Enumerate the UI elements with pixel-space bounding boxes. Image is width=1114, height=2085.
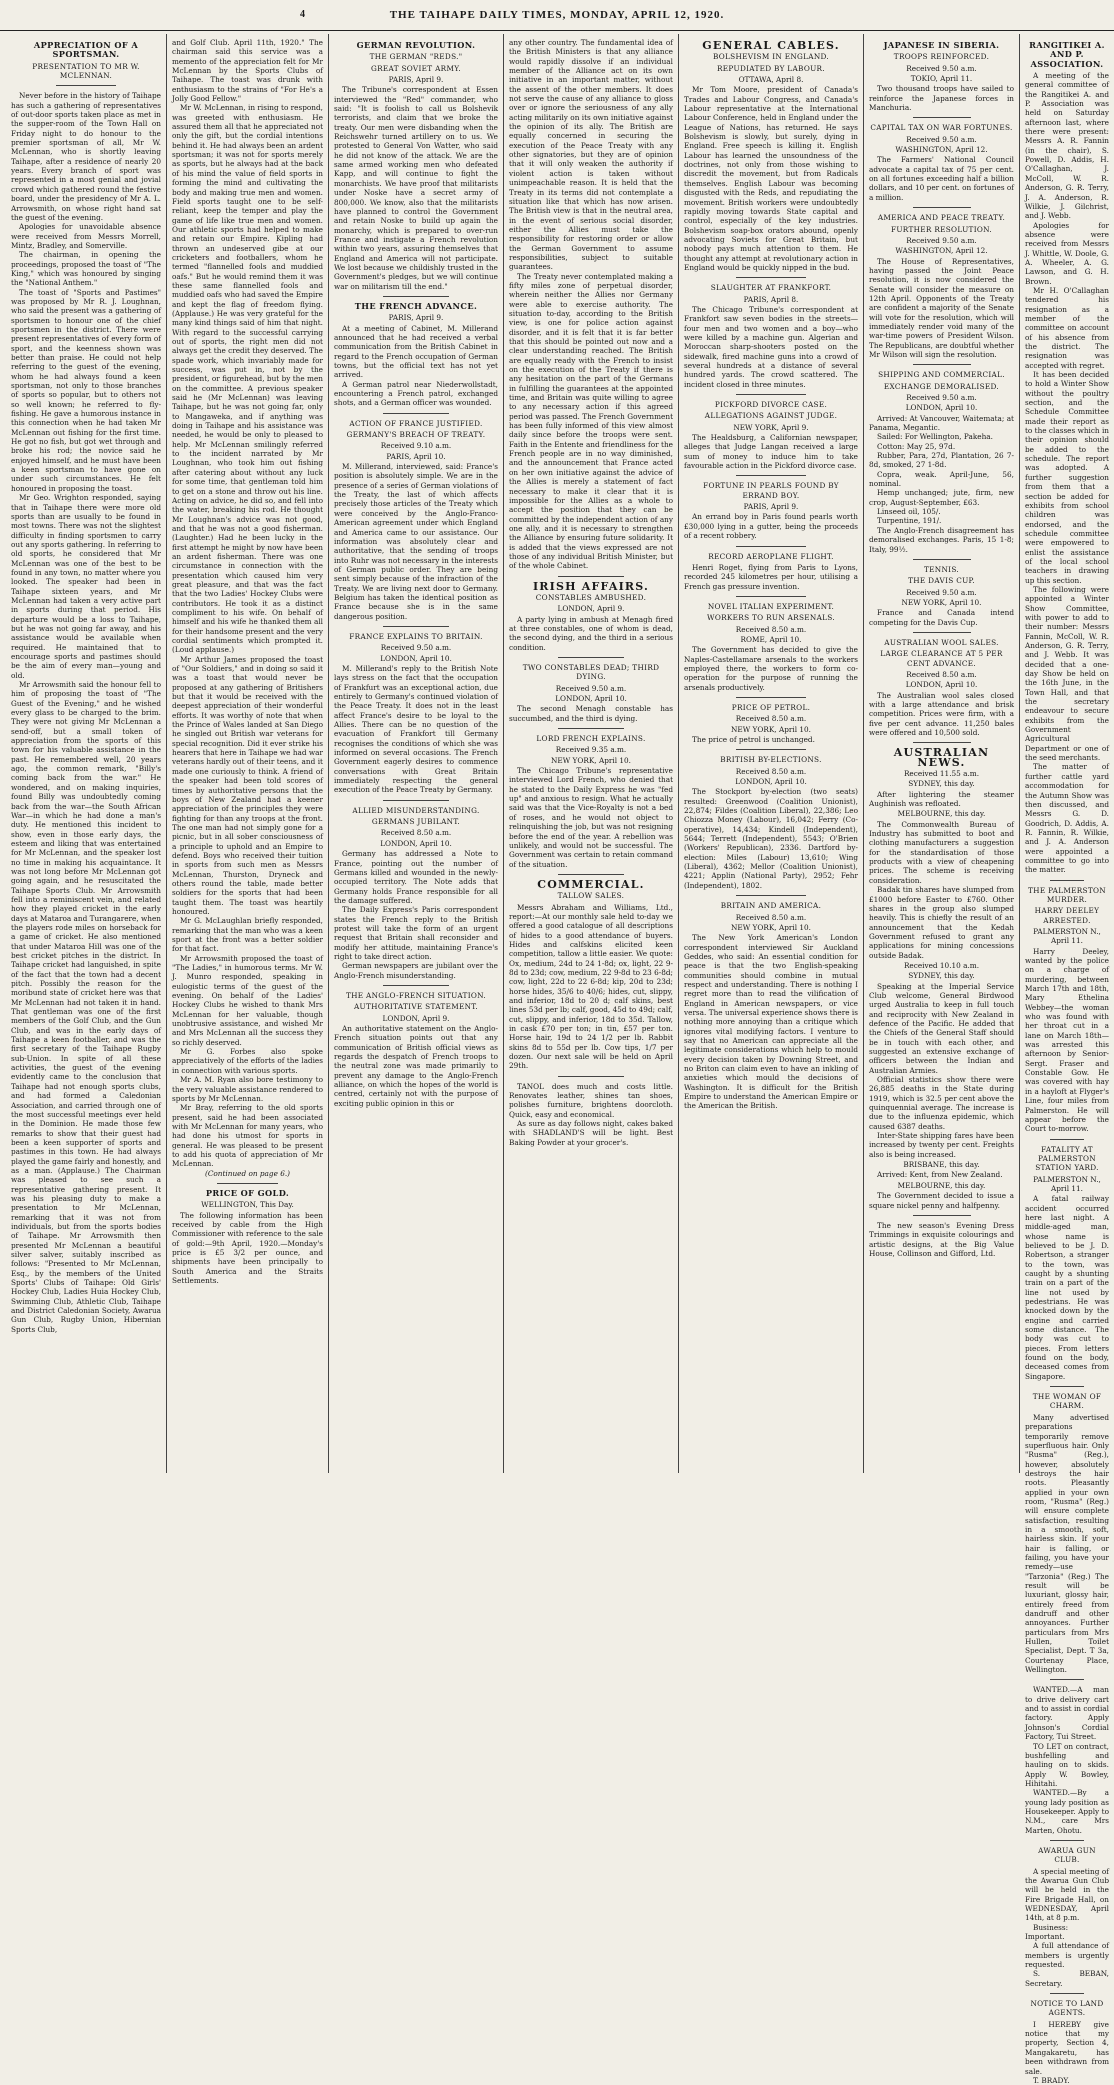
dateline: LONDON, April 10.: [735, 777, 807, 787]
subheading: EXCHANGE DEMORALISED.: [883, 381, 1000, 391]
paragraph: After lightering the steamer Aughinish was refloated.: [869, 789, 1014, 809]
paragraph: Messrs Abraham and Williams, Ltd., report:—At our monthly sale held to-day we offered a good catalogue of all descriptions of hides to a good attendance of buyers. Hides and calfskins elicited keen competition, tallow a little easier. We quote: Ox, medium, 24d to 24 1-8d; ox, light, 22 9-8d to 23d; cow, medium, 22 9-8d to 23 6-8d; cow, light, 22d to 22 6-8d; kip, 20d to 23d; horse hides, 35/6 to 40/6; hides, cut, slippy, and inferior, 18d to 20 d; calf skins, best lines 53d per lb; calf, good, 45d to 49d; calf, cut, slippy, and inferior, 18d to 35d. Tallow, in cask £70 per ton; in tin, £57 per ton. Horse hair, 19d to 24 1/2 per lb. Rabbit skins 8d to 55d per lb. Cow tips, 1/7 per dozen. Our next sale will be held on April 29th.: [509, 902, 673, 1071]
paragraph: Mr Arthur James proposed the toast of "Our Soldiers," and in doing so said it was a toast that would never be proposed at any gathering of Britishers but that it would be received with the deepest appreciation of their wonderful efforts. It was worthy of note that when the Prince of Wales landed at San Diego he singled out British war veterans for special recognition. Did it ever strike his hearers that here in Taihape we had war veterans hardly out of their teens, and it made one curiously to think. A friend of the speaker had been told scores of times by authoritative persons that the boys of New Zealand had a keener appreciation of the principles they were fighting for than any troops at the front. The one man had not simply gone for a picnic, but in all sober consciousness of a principle to uphold and an Empire to defend. Boys who received their tuition in sports from such men as Messrs McLennan, Thurston, Dryneck and others round the table, made better soldiers for the sports that had been taught them. The toast was heartily honoured.: [172, 654, 323, 916]
subheading: FURTHER RESOLUTION.: [890, 224, 992, 234]
divider: [1050, 1993, 1084, 1994]
divider: [1050, 1386, 1084, 1387]
divider: [217, 1183, 277, 1184]
paragraph: France and Canada intend competing for the Davis Cup.: [869, 608, 1014, 627]
subheading: PRICE OF PETROL.: [731, 702, 811, 712]
paragraph: The price of petrol is unchanged.: [692, 735, 815, 744]
divider: [736, 749, 806, 750]
divider: [558, 576, 624, 577]
subheading: PRESENTATION TO MR W. MCLENNAN.: [32, 61, 140, 81]
column-7: [1019, 34, 1114, 2085]
paragraph: The following were appointed a Winter Show Committee, with power to add to their number: Messrs Fannin, McColl, W. R. Anderson, G. R. Terry, and J. Webb. It was decided that a one-day Show be held on the 16th June, in the Town Hall, and that the secretary endeavour to secure exhibits from the Government Agricultural Department or one of the seed merchants.: [1025, 584, 1109, 763]
column-6: [863, 34, 1019, 1473]
received-time: Received 11.55 a.m.: [903, 769, 980, 779]
divider: [913, 742, 971, 743]
subheading: FORTUNE IN PEARLS FOUND BY ERRAND BOY.: [703, 481, 839, 500]
subheading: THE GERMAN "REDS.": [369, 52, 463, 62]
paragraph: M. Millerand's reply to the British Note lays stress on the fact that the occupation of Frankfurt was an exceptional action, due entirely to Germany's continued violation of the Peace Treaty. It does not in the least affect France's desire to be loyal to the Allies. There can be no question of the evacuation of Frankfort till Germany recognises the conditions of which she was informed on several occasions. The French Government eagerly desires to commence conversations with Great Britain immediately respecting the general execution of the Peace Treaty by Germany.: [334, 663, 498, 795]
paragraph: Rubber, Para, 27d, Plantation, 26 7-8d, smoked, 27 1-8d.: [869, 451, 1014, 470]
subheading: THE DAVIS CUP.: [908, 576, 975, 586]
paragraph: Turpentine, 191/.: [877, 516, 942, 526]
paragraph: Speaking at the Imperial Service Club welcome, General Birdwood urged Australia to keep in full touch and reciprocity with New Zealand in defence of the Pacific. He added that the Chiefs of the General Staff should be in touch with each other, and suggested an extensive exchange of officers between the Indian and Australian Armies.: [869, 981, 1014, 1075]
divider: [56, 85, 116, 86]
dateline: ROME, April 10.: [740, 634, 802, 644]
paragraph: Mr Arrowsmith said the honour fell to him of proposing the toast of "The Guest of the Evening," and he wished every glass to be charged to the brim. They were not giving Mr McLennan a send-off, but a small token of appreciation from the sports of this town for his valuable assistance in the past. He remembered well, 20 years ago, the common remark, "Billy's coming back from the war." He wondered, and on making inquiries, found Billy was undoubtedly coming back from the war—the South African War—in which he had done a man's duty. He mentioned this incident to show, even in those early days, the esteem and liking that was entertained for Mr McLennan, and the speaker lost no time in making his acquaintance. It was not long before Mr McLennan got going again, and he resuscitated the Taihape Sports Club. Mr Arrowsmith fell into a reminiscent vein, and related how they played cricket in the early days at Mataroa and Turangarere, when the players rode miles on horseback for a game of cricket. He also mentioned that under Mataroa Hill was one of the best cricket pitches in the district. In Taihape cricket had languished, in spite of the fact that the town had a decent pitch. Possibly the reason for the moribund state of cricket here was that Mr McLennan had not taken it in hand. That gentleman was one of the first members of the Golf Club, and the Gun Club, and was in the early days of Taihape a keen footballer, and was the first secretary of the Taihape Rugby sub-Union. In spite of all these activities, the guest of the evening evidently came to the conclusion that Taihape had not enough sports clubs, and had formed a Caledonian Association, and carried through one of the most successful meetings ever held in the Dominion. He made those few remarks to show that their guest had been a keen supporter of sports and pastimes in this town. He had always played the game fairly and honestly, and as a man. (Applause.) The Chairman was pleased to see such a representative gathering present. It was his pleasing duty to make a presentation to Mr McLennan, remarking that it was not from individuals, but from the sports bodies of Taihape. Mr Arrowsmith then presented Mr McLennan a beautiful silver salver, suitably inscribed as follows: "Presented to Mr McLennan, Esq., by the members of the United Sports' Clubs of Taihape: Old Girls' Hockey Club, Ladies Huia Hockey Club, Swimming Club, Athletic Club, Taihape and District Caledonian Society, Awarua Gun Club, Rugby Union, Hibernian Sports Club,: [11, 680, 161, 1334]
subheading: AMERICA AND PEACE TREATY.: [877, 213, 1006, 223]
masthead: [0, 0, 1114, 31]
subheading: CONSTABLES AMBUSHED.: [535, 592, 647, 602]
column-2: [166, 34, 328, 1473]
paragraph: Mr Geo. Wrighton responded, saying that in Taihape there were more old sports than are usually to be found in most towns. There was not the slightest difficulty in finding sportsmen to carry out any sports gathering. In referring to old sports, he considered that Mr McLennan was one of the best to be found in any town, no matter where you looked. The speaker had been in Taihape sixteen years, and Mr McLennan had taken a very active part in sports during that period. His departure would be a loss to Taihape, but he was not going far away, and his assistance would be available when required. He maintained that to encourage sports and pastimes should be the aim of every man—young and old.: [11, 493, 161, 680]
paragraph: The Tribune's correspondent at Essen interviewed the "Red" commander, who said: "It is foolish to call us Bolshevik terrorists, and claim that we broke the treaty. Our men were disbanding when the Reichswehr turned artillery on to us. We protested to General Von Watter, who said he did not know of the attack. We are the same armed working men who defeated Kapp, and will continue to fight the monarchists. We have proof that militarists under Noske have a secret army of 800,000. We know, also that the militarists have planned to control the Government and retain Noske to build up again the monarchy, which is prepared to over-run France and instigate a French revolution within two years, assuring themselves that England and America will not participate. We lost because we childishly trusted in the Government's pledges, but we will continue war on militarism till the end.": [334, 85, 498, 291]
paragraph: Copra, weak. April-June, 56, nominal.: [869, 469, 1014, 489]
divider: [913, 1215, 971, 1216]
paragraph: Official statistics show there were 26,885 deaths in the State during 1919, which is 32.5 per cent above the quinquennial average. The increase is due to the influenza epidemic, which caused 6387 deaths.: [869, 1075, 1014, 1131]
paragraph: Business: Important.: [1025, 1922, 1069, 1942]
received-time: Received 9.50 a.m.: [906, 235, 977, 245]
paragraph: Apologies for absence were received from Messrs J. Whittle, W. Doole, G. A. Wheeler, A. G. Lawson, and G. H. Brown.: [1025, 220, 1109, 286]
subheading: BOLSHEVISM IN ENGLAND.: [712, 52, 830, 62]
divider: [913, 117, 971, 118]
paragraph: any other country. The fundamental idea of the British Ministers is that any alliance would rapidly dissolve if an individual member of the Alliance act on its own initiative in an important matter, without the assent of the other members. It does not serve the cause of any alliance to gloss over or ignore the seriousness of any ally acting militarily on its own initiative against the opinion of its ally. The British are equally concerned in securing the execution of the Peace Treaty with any other signatories, but they are of opinion that it will only weaken the authority if violent action is taken without unimpeachable reason. It is held that the Treaty in its terms did not contemplate a situation like that which has now arisen. The British view is that in the neutral area, in the event of serious social disorder, either the Allies must take the responsibility for restoring order or allow the German Government to assume responsibilities, subject to suitable guarantees.: [509, 38, 673, 272]
paragraph: Henri Roget, flying from Paris to Lyons, recorded 245 kilometres per hour, utilising a French gas pressure invention.: [684, 562, 858, 591]
column-5: [678, 34, 863, 1473]
dateline: PARIS, April 8.: [743, 294, 799, 304]
dateline: LONDON, April 10.: [905, 403, 978, 413]
subheading: NOVEL ITALIAN EXPERIMENT.: [707, 601, 835, 611]
advertisement: As sure as day follows night, cakes baked with SHADLAND'S will be light. Best Baking Powder at your grocer's.: [509, 1119, 673, 1147]
column-3: [328, 34, 503, 1473]
dateline: LONDON, April 10.: [555, 694, 627, 704]
page-number: 4: [300, 9, 306, 20]
received-time: Received 8.50 a.m.: [735, 624, 807, 634]
subheading: GERMANY'S BREACH OF TREATY.: [346, 430, 486, 440]
subheading: HARRY DEELEY ARRESTED.: [1034, 906, 1100, 925]
subheading: GREAT SOVIET ARMY.: [370, 63, 462, 73]
subheading: BRITAIN AND AMERICA.: [720, 901, 822, 911]
received-time: Received 9.35 a.m.: [555, 745, 627, 755]
headline: JAPANESE IN SIBERIA.: [883, 40, 1000, 50]
dateline: LONDON, April 10.: [380, 838, 452, 848]
subheading: RECORD AEROPLANE FLIGHT.: [708, 551, 834, 561]
paragraph: The Healdsburg, a Californian newspaper, alleges that Judge Langan received a large sum of money to induce him to take favourable action in the Pickford divorce case.: [684, 433, 858, 471]
divider: [736, 546, 806, 547]
subheading: BRITISH BY-ELECTIONS.: [720, 755, 822, 765]
divider: [1050, 880, 1084, 881]
paragraph: The Stockport by-election (two seats) resulted: Greenwood (Coalition Unionist), 22,874; Fildes (Coalition Liberal), 22,386; Leo Chiozza Money (Labour), 16,042; Ferry (Co-operative), 14,434; Kindell (Independent), 5644; Terrett (Independent), 5543; O'Brien (Workers' Republican), 2336. Dartford by-election: Miles (Labour) 13,610; Wing (Liberal), 4362; Mellor (Coalition Unionist), 4221; Applin (National Party), 2952; Fehr (Independent), 1802.: [684, 787, 858, 890]
divider: [383, 413, 449, 414]
received-time: Received 9.50 a.m.: [906, 134, 977, 144]
subheading: FATALITY AT PALMERSTON STATION YARD.: [1035, 1144, 1099, 1173]
paragraph: Mr H. O'Callaghan tendered his resignation as a member of the committee on account of his absence from the district. The resignation was accepted with regret.: [1025, 285, 1109, 370]
received-time: Received 8.50 a.m.: [380, 828, 452, 838]
dateline: MELBOURNE, this day.: [897, 809, 986, 819]
dateline: LONDON, April 10.: [905, 680, 978, 690]
subheading: TENNIS.: [923, 564, 959, 574]
paragraph: Badak tin shares have slumped from £1000 before Easter to £760. Other shares in the group also slumped heavily. This is chiefly the result of an announcement that the Kedah Government refused to grant any applications for mining concessions outside Badak.: [869, 885, 1014, 960]
paragraph: Mr A. M. Ryan also bore testimony to the very valuable assistance rendered to sports by Mr McLennan.: [172, 1075, 323, 1103]
divider: [383, 626, 449, 627]
divider: [558, 728, 624, 729]
paragraph: Inter-State shipping fares have been increased by twenty per cent. Freights also is being increased.: [869, 1131, 1014, 1159]
received-time: Received 9.50 a.m.: [906, 63, 977, 73]
subheading: LARGE CLEARANCE AT 5 PER CENT ADVANCE.: [880, 649, 1003, 668]
subheading: SLAUGHTER AT FRANKFORT.: [710, 283, 832, 293]
divider: [383, 296, 449, 297]
subheading: TROOPS REINFORCED.: [893, 52, 990, 62]
subheading: ALLEGATIONS AGAINST JUDGE.: [704, 411, 838, 421]
headline: IRISH AFFAIRS.: [532, 579, 650, 593]
paragraph: The Treaty never contemplated making a fifty miles zone of perpetual disorder, wherein neither the Allies nor Germany were able to exercise authority. The situation to-day, according to the British view, is one for police action against disorder, and it is felt that it is far better that this should be pointed out now and a clear understanding reached. The British are equally ready with the French to insist on the execution of the Treaty if there is any hesitation on the part of the Germans in fulfilling the guarantees at the appointed time, and Britain was quite willing to agree to any necessary action if this agreed period was passed. The French Government has been fully informed of this view almost daily since before the troops were sent. Faith in the Entente and friendliness for the French people are in no way diminished, and the announcement that France acted on her own initiative against the advice of the Allies is merely a statement of fact necessary to make it clear that it is impossible for the Allies as a whole to accept the position that they can be committed by the independent action of any one ally, and it is necessary to strengthen the Alliance by ensuring future solidarity. It is added that the views expressed are not those of any individual British Minister, but of the whole Cabinet.: [509, 271, 673, 571]
subheading: THE WOMAN OF CHARM.: [1032, 1392, 1102, 1411]
classified-ad: TO LET on contract, bushfelling and hauling on to skids. Apply W. Bowley, Hihitahi.: [1025, 1741, 1109, 1788]
received-time: Received 9.50 a.m.: [906, 393, 977, 402]
dateline: PALMERSTON N., April 11.: [1033, 926, 1101, 946]
subheading: NOTICE TO LAND AGENTS.: [1030, 1999, 1104, 2018]
dateline: SYDNEY, this day.: [908, 779, 975, 789]
paragraph: The Australian wool sales closed with a large attendance and brisk competition. Prices were firm, with a five per cent advance. 11,250 bales were offered and 10,500 sold.: [869, 690, 1014, 737]
headline: PRICE OF GOLD.: [205, 1187, 290, 1198]
paragraph: The Commonwealth Bureau of Industry has submitted to boot and clothing manufacturers a suggestion for the standardisation of those products with a view of cheapening prices. The scheme is receiving consideration.: [869, 819, 1014, 885]
dateline: TOKIO, April 11.: [910, 74, 973, 84]
dateline: SYDNEY, this day.: [908, 971, 975, 981]
divider: [558, 874, 624, 875]
paragraph: A German patrol near Niederwollstadt, encountering a French patrol, exchanged shots, and a German officer was wounded.: [334, 379, 498, 408]
paragraph: Linseed oil, 105/.: [877, 507, 941, 517]
subheading: FRANCE EXPLAINS TO BRITAIN.: [349, 631, 483, 641]
dateline: PALMERSTON N., April 11.: [1033, 1174, 1101, 1193]
paragraph: A full attendance of members is urgently requested.: [1025, 1941, 1109, 1970]
dateline: NEW YORK, April 10.: [901, 597, 982, 607]
dateline: NEW YORK, April 10.: [731, 724, 811, 734]
classified-ad: WANTED.—By a young lady position as Housekeeper. Apply to N.M., care Mrs Marten, Ohotu.: [1025, 1788, 1109, 1835]
dateline: WELLINGTON, This Day.: [201, 1200, 294, 1210]
subheading: CAPITAL TAX ON WAR FORTUNES.: [870, 123, 1013, 133]
dateline: LONDON, April 10.: [380, 653, 452, 663]
paragraph: An authoritative statement on the Anglo-French situation points out that any communication of British official views as regards the despatch of French troops to the neutral zone was made primarily to prevent any damage to the Anglo-French alliance, on which the hopes of the world is centred, certainly not with the purpose of exciting public opinion in this or: [334, 1024, 498, 1108]
paragraph: Germany has addressed a Note to France, pointing out the number of Germans killed and wounded in the newly-occupied territory. The Note adds that Germany holds France responsible for all the damage suffered.: [334, 849, 498, 905]
dateline: NEW YORK, April 10.: [731, 922, 811, 932]
subheading: REPUDIATED BY LABOUR.: [717, 63, 825, 73]
paragraph: An errand boy in Paris found pearls worth £30,000 lying in a gutter, being the proceeds of a recent robbery.: [684, 512, 858, 541]
paragraph: The Government has decided to give the Naples-Castellamare arsenals to the workers employed there, the workers to form co-operation for the purpose of running the arsenals productively.: [684, 645, 858, 692]
received-time: Received 9.10 a.m.: [380, 441, 452, 451]
paragraph: Never before in the history of Taihape has such a gathering of representatives of out-door sports taken place as met in the supper-room of the Town Hall on Friday night to do honour to the premier sportsman of all, Mr W. McLennan, who is shortly leaving Taihape, after a residence of nearly 20 years. Every branch of sport was represented in a most genial and jovial crowd which gathered round the festive board, under the presidency of Mr A. L. Arrowsmith, on whose right hand sat the guest of the evening.: [11, 91, 161, 222]
paragraph: A meeting of the general committee of the Rangitikei A. and P. Association was held on Saturday afternoon last, where there were present: Messrs A. R. Fannin (in the chair), S. Powell, D. Addis, H. O'Callaghan, J. McColl, W. R. Anderson, G. R. Terry, J. A. Anderson, R. Wilkie, J. Gilchrist, and J. Webb.: [1025, 71, 1109, 221]
dateline: WASHINGTON, April 12.: [895, 145, 988, 155]
divider: [913, 364, 971, 365]
headline: THE FRENCH ADVANCE.: [354, 300, 478, 311]
paragraph: Apologies for unavoidable absence were received from Messrs Morrell, Mintz, Bradley, and Somerville.: [11, 222, 161, 250]
subheading: THE ANGLO-FRENCH SITUATION.: [345, 990, 487, 1000]
received-time: Received 9.50 a.m.: [906, 587, 977, 597]
paragraph: The House of Representatives, having passed the Joint Peace resolution, it is now considered the Senate will consider the measure on 12th April. Opponents of the Treaty are confident a majority of the Senate will vote for the resolution, which will immediately render void many of the war-time powers of President Wilson. The Republicans, are doubtful whether Mr Wilson will sign the resolution.: [869, 256, 1014, 359]
dateline: PARIS, April 9.: [388, 75, 444, 85]
column-4: [503, 34, 678, 1473]
paragraph: The chairman, in opening the proceedings, proposed the toast of "The King," which was honoured by singing the "National Anthem.": [11, 250, 161, 288]
column-1: [6, 34, 166, 1473]
divider: [736, 596, 806, 597]
dateline: BRISBANE, this day.: [903, 1160, 980, 1170]
paragraph: Mr W. McLennan, in rising to respond, was greeted with enthusiasm. He assured them all that he appreciated not only the gift, but the cordial intentions behind it. He had always been an ardent sportsman; it was not for sports merely as sports, but he always had at the back of his mind the value of field sports in forming the mind and cultivating the body and making true men and women. Field sports taught one to be self-reliant, keep the temper and play the game of life like true men and women. Our athletic sports had helped to make and retain our Empire. Kipling had thrown an undeserved gibe at our cricketers and footballers, whom he termed "flannelled fools and muddied oafs." But he would remind them it was these same flannelled fools and muddied oafs who had saved the Empire and kept the flag of freedom flying. (Applause.) He was very grateful for the many kind things said of him that night. With regard to the successful carrying out of sports, the right men did not always get the credit they deserved. The spade work, which invariably made for success, was put in, not by the president, or figurehead, but by the men on the committee. A previous speaker said he (Mr McLennan) was leaving Taihape, but he was not going far, only to Mangaweka, and if anything was doing in Taihape and his assistance was needed, he would be only to pleased to help. Mr McLennan smilingly referred to the incident narrated by Mr Loughnan, who took him out fishing after catering about without any luck for some time, that gentleman told him to get on a stone and throw out his line. Acting on advice, he did so, and fell into the water, breaking his rod. He thought Mr Loughnan's advice was not good, and that he was not a good fisherman. (Laughter.) Had he been lucky in the first attempt he might by now have been an ardent fisherman. There was one circumstance in connection with the presentation which caused him very great pleasure, and that was the fact that the two Ladies' Hockey Clubs were contributors. He took it as a distinct compliment to his wife. On behalf of himself and his wife he thanked them all for their handsome present and the very cordial sentiments which prompted it. (Loud applause.): [172, 103, 323, 655]
divider: [558, 657, 624, 658]
subheading: AUTHORITATIVE STATEMENT.: [353, 1002, 479, 1012]
paragraph: Hemp unchanged; jute, firm, new crop, August-September, £63.: [869, 488, 1014, 507]
paragraph: The Farmers' National Council advocate a capital tax of 75 per cent. on all fortunes exceeding half a billion dollars, and 10 per cent. on fortunes of a million.: [869, 155, 1014, 202]
divider: [736, 475, 806, 476]
continued-note: (Continued on page 6.): [204, 1168, 291, 1178]
paragraph: Sailed: For Wellington, Pakeha.: [877, 432, 993, 442]
divider: [736, 895, 806, 896]
masthead-title: THE TAIHAPE DAILY TIMES, MONDAY, APRIL 12, 1920.: [389, 9, 725, 21]
dateline: LONDON, April 9.: [557, 604, 625, 614]
paragraph: I HEREBY give notice that my property, Section 4, Mangakaretu, has been withdrawn from sale.: [1025, 2019, 1109, 2076]
paragraph: Mr Arrowsmith proposed the toast of "The Ladies," in humorous terms. Mr W. J. Munro responded, speaking in eulogistic terms of the guest of the evening. On behalf of the Ladies' Hockey Clubs he wished to thank Mrs McLennan for her valuable, though unobtrusive assistance, and wished Mr and Mrs McLennan all the success they so richly deserved.: [172, 953, 323, 1047]
paragraph: Mr Tom Moore, president of Canada's Trades and Labour Congress, and Canada's Labour representative at the International Labour Conference, held in England under the League of Nations, has returned. He says Bolshevism is slowly, but surely, dying in England. Free speech is killing it. English Labour has learned the unsoundness of the doctrines, not only from those wishing to discredit the movement, but from Radicals themselves. English Labour was becoming disgusted with the Reds, and repudiating the movement. British workers were undoubtedly rapidly moving towards State capital and control, especially of the key industries. Bolshevism soap-box orators abound, openly advocating Soviets for Great Britain, but nobody pays much attention to them. He thought any attempt at revolutionary action in England would be quickly nipped in the bud.: [684, 85, 858, 272]
paragraph: The New York American's London correspondent interviewed Sir Auckland Geddes, who said: An essential condition for peace is that the two English-speaking communities should combine in mutual respect and understanding. There is nothing I regret more than to read the vilification of England in American newspapers, or vice versa. The universal experience shows there is nothing more annoying than a critique which ignores vital modifying factors. I venture to say that no American can appreciate all the legitimate considerations which help to mould every decision taken by Downing Street, and no Briton can claim even to have an inkling of anxieties which mould the decisions of Washington. It is difficult for the British Empire to understand the American Empire or the American the British.: [684, 933, 858, 1111]
paragraph: The Chicago Tribune's correspondent at Frankfort saw seven bodies in the streets—four men and two women and a boy—who were killed by a machine gun. Algerian and Moroccan sharp-shooters posted on the sidewalk, fired machine guns into a crowd of several hundreds at a distance of several hundred yards. The crowd scattered. The incident closed in three minutes.: [684, 304, 858, 389]
dateline: PARIS, April 9.: [388, 313, 444, 323]
paragraph: A fatal railway accident occurred here last night. A middle-aged man, whose name is believed to be J. D. Robertson, a stranger to the town, was caught by a shunting train on a part of the line not used by pedestrians. He was knocked down by the engine and carried some distance. The body was cut to pieces. From letters found on the body, deceased comes from Singapore.: [1025, 1194, 1109, 1381]
subheading: GERMANS JUBILANT.: [371, 817, 461, 827]
paragraph: A party lying in ambush at Menagh fired at three constables, one of whom is dead, the second dying, and the third in a serious condition.: [509, 614, 673, 652]
headline: AUSTRALIAN NEWS.: [893, 746, 990, 769]
received-time: Received 8.50 a.m.: [735, 766, 807, 776]
headline: GENERAL CABLES.: [702, 39, 840, 52]
paragraph: S. BEBAN, Secretary.: [1025, 1969, 1109, 1988]
subheading: PICKFORD DIVORCE CASE.: [714, 400, 828, 410]
headline: RANGITIKEI A. AND P. ASSOCIATION.: [1029, 40, 1105, 69]
subheading: AUSTRALIAN WOOL SALES.: [884, 637, 999, 647]
dateline: PARIS, April 10.: [386, 451, 446, 461]
paragraph: The Anglo-French disagreement has demoralised exchanges. Paris, 15 1-8; Italy, 99½.: [869, 525, 1014, 554]
paragraph: Mr Bray, referring to the old sports present, said he had been associated with Mr McLennan for many years, who had done his utmost for sports in general. He was pleased to be present to add his quota of appreciation of Mr McLennan.: [172, 1103, 323, 1169]
paragraph: Two thousand troops have sailed to reinforce the Japanese forces in Manchuria.: [869, 84, 1014, 113]
paragraph: The following information has been received by cable from the High Commissioner with reference to the sale of gold:—9th April, 1920.—Monday's price is £5 3/2 per ounce, and shipments have been principally to South America and the Straits Settlements.: [172, 1210, 323, 1286]
paragraph: Mr G. Forbes also spoke appreciatively of the efforts of the ladies in connection with various sports.: [172, 1047, 323, 1075]
paragraph: Cotton: May 25, 97d.: [877, 441, 956, 451]
subheading: ACTION OF FRANCE JUSTIFIED.: [349, 418, 483, 428]
subheading: SHIPPING AND COMMERCIAL.: [878, 370, 1005, 380]
divider: [913, 632, 971, 633]
dateline: PARIS, April 9.: [743, 502, 799, 512]
paragraph: The Government decided to issue a square nickel penny and halfpenny.: [869, 1191, 1014, 1210]
divider: [383, 800, 449, 801]
divider: [558, 1076, 624, 1077]
paragraph: The Daily Express's Paris correspondent states the French reply to the British protest will take the form of an urgent request that Britain shall reconsider and modify her attitude, maintaining France's right to take direct action.: [334, 905, 498, 961]
dateline: NEW YORK, April 10.: [551, 755, 631, 765]
paragraph: The toast of "Sports and Pastimes" was proposed by Mr R. J. Loughnan, who said the present was a gathering of sportsmen to honour one of the chief sportsmen in the district. There were present representatives of every form of sport, and the keenness shown was better than praise. He could not help referring to the guest of the evening, whom he had always found a keen sportsman, not only to those branches of sports so popular, but to others not so well known; he referred to fly-fishing. He gave a humorous instance in this connection when he had taken Mr McLennan out fishing for the first time. He got no fish, but got wet through and broke his rod; the novice said he enjoyed himself, and he must have been a keen sportsman to have gone on under such circumstances. He felt honoured in proposing the toast.: [11, 287, 161, 493]
received-time: Received 9.50 a.m.: [380, 643, 452, 653]
paragraph: The matter of further cattle yard accommodation for the Autumn Show was then discussed, and Messrs G. D. Goodrich, D. Addis, A. R. Fannin, R. Wilkie, and J. A. Anderson were appointed a committee to go into the matter.: [1025, 762, 1109, 875]
divider: [913, 559, 971, 560]
received-time: Received 10.10 a.m.: [903, 960, 980, 970]
subheading: WORKERS TO RUN ARSENALS.: [707, 613, 835, 623]
received-time: Received 9.50 a.m.: [555, 683, 627, 693]
paragraph: Harry Deeley, wanted by the police on a charge of murdering, between March 17th and 18th, Mary Ethelina Webbey—the woman who was found with her throat cut in a lane on March 18th—was arrested this afternoon by Senior-Sergt. Fraser and Constable Gow. He was covered with hay in a hayloft at Flyger's Line, four miles from Palmerston. He will appear before the Court to-morrow.: [1025, 946, 1109, 1134]
divider: [1050, 1840, 1084, 1841]
divider: [1050, 1679, 1084, 1680]
divider: [736, 277, 806, 278]
classified-ad: WANTED.—A man to drive delivery cart and to assist in cordial factory. Apply Johnson's Cordial Factory, Tui Street.: [1025, 1685, 1109, 1742]
subheading: TALLOW SALES.: [557, 891, 625, 901]
divider: [736, 697, 806, 698]
paragraph: Arrived: Kent, from New Zealand.: [877, 1170, 1003, 1180]
paragraph: and Golf Club. April 11th, 1920." The chairman said this service was a memento of the appreciation felt for Mr McLennan by the Sports Clubs of Taihape. The toast was drunk with enthusiasm to the strains of "For He's a Jolly Good Fellow.": [172, 38, 323, 104]
subheading: THE PALMERSTON MURDER.: [1028, 885, 1106, 904]
received-time: Received 8.50 a.m.: [735, 714, 807, 724]
subheading: LORD FRENCH EXPLAINS.: [536, 734, 646, 744]
paragraph: Mr G. McLaughlan briefly responded, remarking that the man who was a keen sport at the front was a better soldier for that fact.: [172, 916, 323, 954]
headline: APPRECIATION OF A SPORTSMAN.: [33, 40, 139, 60]
paragraph: German newspapers are jubilant over the Anglo-French misunderstanding.: [334, 961, 498, 980]
received-time: Received 8.50 a.m.: [906, 669, 977, 679]
dateline: MELBOURNE, this day.: [897, 1180, 986, 1190]
paragraph: It has been decided to hold a Winter Show without the poultry section, and the Schedule Committee made their report as to the classes which in their opinion should be added to the schedule. The report was adopted. A further suggestion from them that a section be added for exhibits from school children was endorsed, and the schedule committee were empowered to enlist the assistance of the local school teachers in drawing up this section.: [1025, 370, 1109, 585]
subheading: TWO CONSTABLES DEAD; THIRD DYING.: [522, 663, 660, 682]
divider: [736, 394, 806, 395]
dateline: WASHINGTON, April 12.: [895, 246, 988, 256]
dateline: OTTAWA, April 8.: [738, 75, 804, 85]
received-time: Received 8.50 a.m.: [735, 912, 807, 922]
paragraph: A special meeting of the Awarua Gun Club will be held in the Fire Brigade Hall, on WEDNESDAY, April 14th, at 8 p.m.: [1025, 1866, 1109, 1923]
paragraph: The second Menagh constable has succumbed, and the third is dying.: [509, 704, 673, 723]
paragraph: T. BRADY.: [1033, 2075, 1070, 2085]
advertisement: The new season's Evening Dress Trimmings in exquisite colourings and artistic designs, at the Big Value House, Collinson and Gifford, Ltd.: [869, 1220, 1014, 1258]
advertisement: TANOL does much and costs little. Renovates leather, shines tan shoes, polishes furniture, brightens doorcloth. Quick, easy and economical.: [509, 1081, 673, 1119]
dateline: NEW YORK, April 9.: [733, 422, 809, 432]
divider: [913, 207, 971, 208]
paragraph: At a meeting of Cabinet, M. Millerand announced that he had received a verbal communication from the British Cabinet in regard to the French occupation of German towns, but the official text has not yet arrived.: [334, 323, 498, 380]
headline: COMMERCIAL.: [537, 877, 645, 891]
paragraph: The Chicago Tribune's representative interviewed Lord French, who denied that he stated to the Daily Express he was "fed up" and anxious to resign. What he actually said was that the Vice-Royalty is not a bed of roses, and he would not object to relinquishing the job, but was not resigning before the end of the year. A rebellion was unlikely, and would not be successful. The Government was certain to retain command of the situation.: [509, 766, 673, 869]
divider: [1050, 1139, 1084, 1140]
headline: GERMAN REVOLUTION.: [356, 40, 476, 50]
paragraph: Many advertised preparations temporarily remove superfluous hair. Only "Rusma" (Reg.), however, absolutely destroys the hair roots. Pleasantly applied in your own room, "Rusma" (Reg.) will ensure complete satisfaction, resulting in a smooth, soft, hairless skin. If your hair is falling, or failing, you have your remedy—use "Tarzonia" (Reg.) The result will be luxuriant, glossy hair, entirely freed from dandruff and other annoyances. Further particulars from Mrs Hullen, Toilet Specialist, Dept. T 3a, Courtenay Place, Wellington.: [1025, 1412, 1109, 1675]
subheading: AWARUA GUN CLUB.: [1038, 1845, 1096, 1865]
dateline: LONDON, April 9.: [382, 1013, 450, 1023]
paragraph: Arrived: At Vancouver, Waitemata; at Panama, Megantic.: [869, 413, 1014, 433]
paragraph: M. Millerand, interviewed, said: France's position is absolutely simple. We are in the presence of a series of German violations of the Treaty, the last of which affects precisely those articles of the Treaty which were conceived by the Anglo-Franco-American agreement under which England and America came to our assistance. Our information was absolutely clear and authoritative, that the sending of troops into Ruhr was not necessary in the interests of German public order. They are being sent simply because of the infraction of the Treaty. We are living next door to Germany. Belgium has taken the identical position as France because she is in the same dangerous position.: [334, 462, 498, 621]
divider: [383, 985, 449, 986]
subheading: ALLIED MISUNDERSTANDING.: [352, 805, 480, 815]
